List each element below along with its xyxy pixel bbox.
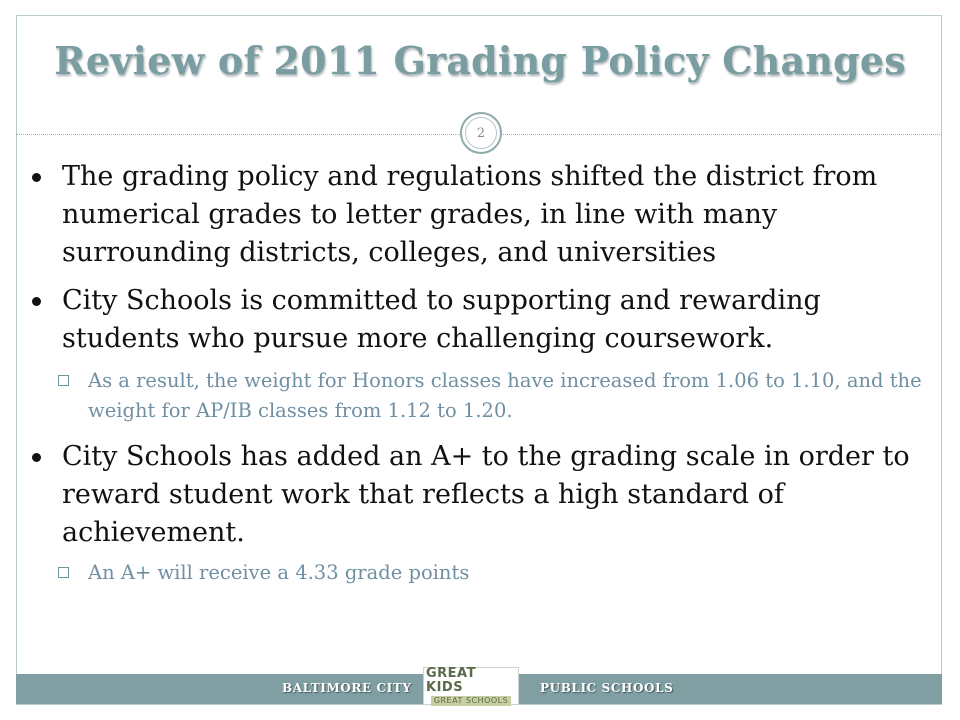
logo-line-1: GREAT KIDS xyxy=(426,665,476,695)
bullet-dot-icon xyxy=(32,173,41,182)
bullet-dot-icon xyxy=(32,297,41,306)
bullet-text: The grading policy and regulations shifted the district from numerical grades to letter grades, in line with many surrounding districts, colleges, and universities xyxy=(62,161,878,268)
page-number: 2 xyxy=(465,117,497,149)
square-bullet-icon xyxy=(58,567,69,578)
page-number-badge xyxy=(460,112,502,154)
bullet-item xyxy=(30,282,930,358)
great-kids-logo xyxy=(423,667,519,705)
footer-right-text: PUBLIC SCHOOLS xyxy=(540,681,674,695)
sub-bullet-text: As a result, the weight for Honors classes have increased from 1.06 to 1.10, and the weight for AP/IB classes from 1.12 to 1.20. xyxy=(88,369,922,422)
page-title: Review of 2011 Grading Policy Changes xyxy=(54,38,906,83)
slide-content xyxy=(30,158,930,588)
bullet-text: City Schools has added an A+ to the grading scale in order to reward student work that reflects a high standard of achievement. xyxy=(62,441,910,548)
square-bullet-icon xyxy=(58,375,69,386)
sub-bullet-item xyxy=(30,366,930,426)
bullet-item xyxy=(30,158,930,272)
sub-bullet-item xyxy=(30,558,930,588)
bullet-dot-icon xyxy=(32,453,41,462)
sub-bullet-text: An A+ will receive a 4.33 grade points xyxy=(88,561,470,584)
footer-left-text: BALTIMORE CITY xyxy=(282,681,412,695)
logo-line-2: GREAT SCHOOLS xyxy=(431,696,511,706)
bullet-text: City Schools is committed to supporting and rewarding students who pursue more challenging coursework. xyxy=(62,285,821,354)
bullet-item xyxy=(30,438,930,552)
